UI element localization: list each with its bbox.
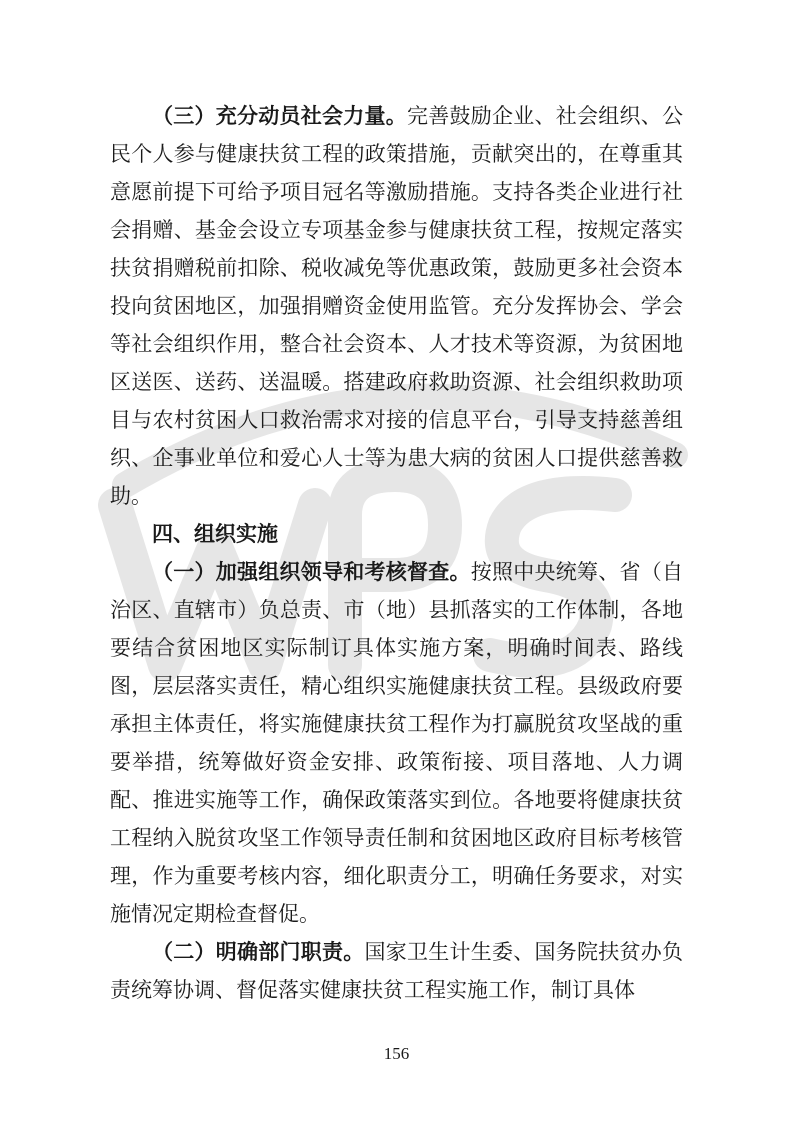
section-heading: 四、组织实施 — [152, 522, 278, 546]
paragraph-mobilize-social-forces — [110, 97, 683, 515]
paragraph-text: 国家卫生计生委、国务院扶贫办负责统筹协调、督促落实健康扶贫工程实施工作，制订具体 — [110, 940, 683, 1002]
paragraph-department-duties — [110, 933, 683, 1009]
paragraph-text: 完善鼓励企业、社会组织、公民个人参与健康扶贫工程的政策措施，贡献突出的，在尊重其意愿前提下可给予项目冠名等激励措施。支持各类企业进行社会捐赠、基金会设立专项基金参与健康扶贫工程，按规定落实扶贫捐赠税前扣除、税收减免等优惠政策，鼓励更多社会资本投向贫困地区，加强捐赠资金使用监管。充分发挥协会、学会等社会组织作用，整合社会资本、人才技术等资源，为贫困地区送医、送药、送温暖。搭建政府救助资源、社会组织救助项目与农村贫困人口救治需求对接的信息平台，引导支持慈善组织、企事业单位和爱心人士等为患大病的贫困人口提供慈善救助。 — [110, 104, 683, 508]
paragraph-lead: （一）加强组织领导和考核督查。 — [152, 559, 471, 584]
paragraph-text: 按照中央统筹、省（自治区、直辖市）负总责、市（地）县抓落实的工作体制，各地要结合贫困地区实际制订具体实施方案，明确时间表、路线图，层层落实责任，精心组织实施健康扶贫工程。县级政府要承担主体责任，将实施健康扶贫工程作为打赢脱贫攻坚战的重要举措，统筹做好资金安排、政策衔接、项目落地、人力调配、推进实施等工作，确保政策落实到位。各地要将健康扶贫工程纳入脱贫攻坚工作领导责任制和贫困地区政府目标考核管理，作为重要考核内容，细化职责分工，明确任务要求，对实施情况定期检查督促。 — [110, 560, 683, 926]
paragraph-lead: （三）充分动员社会力量。 — [152, 103, 407, 128]
page-number: 156 — [383, 1044, 410, 1063]
document-body — [110, 97, 683, 1009]
paragraph-leadership-assessment — [110, 553, 683, 933]
paragraph-lead: （二）明确部门职责。 — [152, 939, 365, 964]
